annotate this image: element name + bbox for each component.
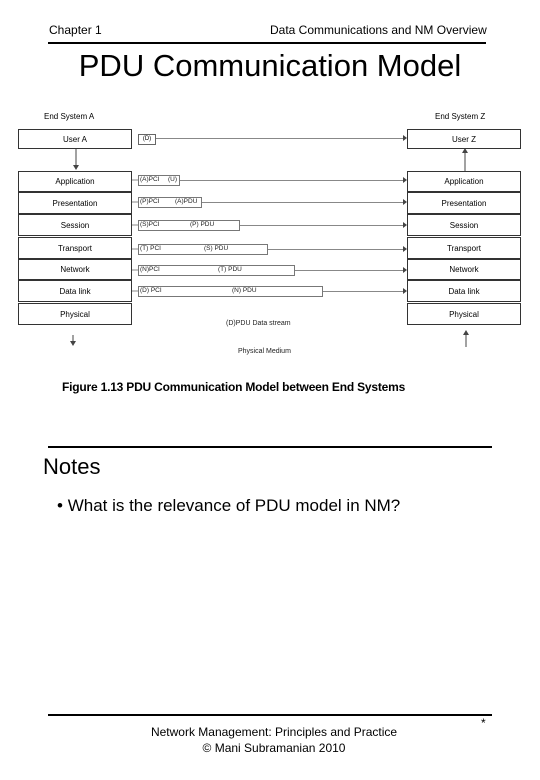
notes-heading: Notes <box>43 454 101 479</box>
pdu-label-transport-data: (S) PDU <box>204 245 229 252</box>
physical-stream-label: (D)PDU Data stream <box>226 320 291 327</box>
footer-text <box>150 724 398 756</box>
slide-title: PDU Communication Model <box>78 48 462 83</box>
flow-lines <box>0 105 540 365</box>
pdu-label-datalink-data: (N) PDU <box>232 287 257 294</box>
user-z-label: User Z <box>452 134 476 144</box>
right-layer-label: Data link <box>448 286 480 296</box>
pdu-label-session-pci: (S)PCI <box>140 221 160 228</box>
bullet-dot: • <box>57 496 68 515</box>
left-layer-label: Application <box>55 177 95 186</box>
pdu-label-application-pci: (A)PCI <box>140 176 160 183</box>
right-layer-label: Session <box>449 220 479 230</box>
right-layer-label: Network <box>449 265 479 274</box>
pdu-label-presentation-data: (A)PDU <box>175 198 198 205</box>
notes-bullet <box>57 496 400 516</box>
left-layer-label: Network <box>60 265 90 274</box>
physical-medium-label: Physical Medium <box>238 348 291 355</box>
right-layer-label: Transport <box>447 243 481 253</box>
figure-caption: Figure 1.13 PDU Communication Model between End Systems <box>62 380 406 394</box>
right-system-label: End System Z <box>435 112 486 121</box>
chapter-label: Chapter 1 <box>49 23 102 37</box>
pdu-label-network-pci: (N)PCI <box>140 266 160 273</box>
left-layer-label: Physical <box>60 309 90 319</box>
right-layer-label: Application <box>444 177 484 186</box>
left-system-label: End System A <box>44 112 95 121</box>
pdu-label-network-data: (T) PDU <box>218 266 242 273</box>
pdu-label-transport-pci: (T) PCI <box>140 245 161 252</box>
left-layer-label: Transport <box>58 243 92 253</box>
slide-marker: * <box>481 716 486 730</box>
bullet-text: What is the relevance of PDU model in NM? <box>67 496 401 515</box>
footer-rule <box>48 714 492 716</box>
left-layer-label: Presentation <box>52 198 98 208</box>
pdu-label-datalink-pci: (D) PCI <box>140 287 162 294</box>
user-a-label: User A <box>62 134 87 144</box>
footer-line-2: © Mani Subramanian 2010 <box>202 741 346 755</box>
pdu-label-session-data: (P) PDU <box>190 221 215 228</box>
right-layer-label: Physical <box>449 309 479 319</box>
pdu-label-application-data: (U) <box>168 176 178 183</box>
left-layer-label: Data link <box>59 286 91 296</box>
pdu-figure <box>0 105 540 405</box>
notes-rule <box>48 446 492 448</box>
header-rule <box>48 42 486 44</box>
left-layer-label: Session <box>60 220 90 230</box>
right-layer-label: Presentation <box>441 198 487 208</box>
section-label: Data Communications and NM Overview <box>270 23 487 37</box>
footer-line-1: Network Management: Principles and Practice <box>150 725 398 739</box>
user-pdu: (D) <box>138 134 156 145</box>
pdu-label-presentation-pci: (P)PCI <box>140 198 160 205</box>
